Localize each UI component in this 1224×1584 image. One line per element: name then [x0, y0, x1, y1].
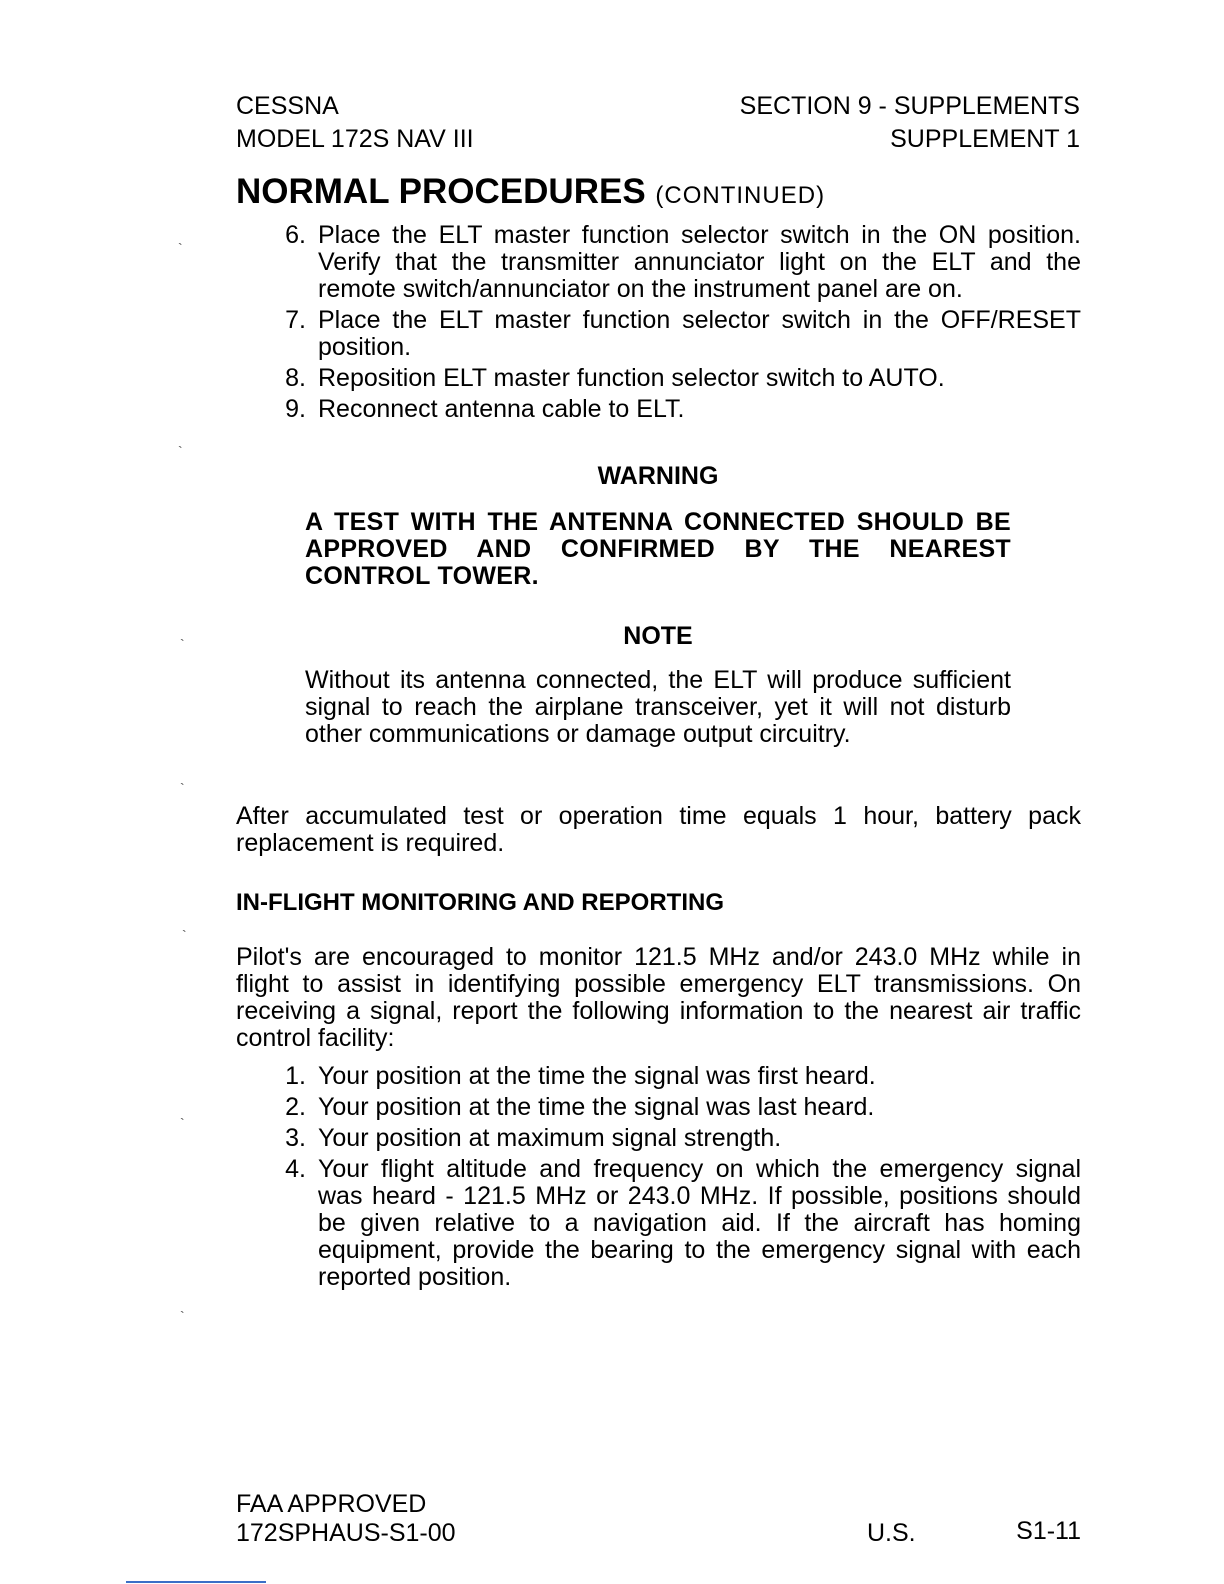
footer-region: U.S. [867, 1519, 916, 1547]
model: MODEL 172S NAV III [236, 125, 474, 153]
list-item [236, 307, 1081, 361]
item-text: Your position at maximum signal strength. [318, 1124, 782, 1152]
step-number: 6. [285, 221, 306, 249]
manufacturer: CESSNA [236, 92, 339, 120]
item-number: 3. [285, 1124, 306, 1152]
list-item [236, 365, 1081, 392]
margin-mark: ` [180, 1308, 185, 1324]
item-number: 4. [285, 1155, 306, 1183]
inflight-intro: Pilot's are encouraged to monitor 121.5 MHz and/or 243.0 MHz while in flight to assist in identifying possible emergency ELT transmissions. On receiving a signal, report the following information to the nearest air traffic control facility: [236, 943, 1081, 1052]
list-item [236, 222, 1081, 303]
item-text: Your position at the time the signal was first heard. [318, 1062, 876, 1090]
step-number: 8. [285, 364, 306, 392]
reporting-list [236, 1063, 1081, 1295]
header-right [740, 90, 1080, 156]
item-number: 1. [285, 1062, 306, 1090]
page-title-text: NORMAL PROCEDURES [236, 172, 646, 211]
header-left [236, 90, 474, 156]
item-text: Your flight altitude and frequency on which the emergency signal was heard - 121.5 MHz or 243.0 MHz. If possible, positions should be given relative to a navigation aid. If the aircraft has homing equipment, provide the bearing to the emergency signal with each reported position. [318, 1155, 1081, 1291]
procedure-steps [236, 222, 1081, 427]
note-heading: NOTE [623, 622, 693, 650]
section-label: SECTION 9 - SUPPLEMENTS [739, 92, 1080, 120]
note-text: Without its antenna connected, the ELT will produce sufficient signal to reach the airplane transceiver, yet it will not disturb other communications or damage output circuitry. [305, 666, 1011, 748]
list-item [236, 1094, 1081, 1121]
list-item [236, 396, 1081, 423]
step-text: Reconnect antenna cable to ELT. [318, 395, 685, 423]
item-number: 2. [285, 1093, 306, 1121]
step-text: Place the ELT master function selector switch in the OFF/RESET position. [318, 306, 1081, 361]
battery-paragraph: After accumulated test or operation time equals 1 hour, battery pack replacement is required. [236, 802, 1081, 857]
document-number: 172SPHAUS-S1-00 [236, 1519, 456, 1547]
footer-left [236, 1490, 456, 1548]
page-title-suffix: (CONTINUED) [655, 182, 826, 209]
list-item [236, 1063, 1081, 1090]
page-title [236, 170, 825, 218]
list-item [236, 1156, 1081, 1291]
warning-heading: WARNING [597, 462, 719, 490]
margin-mark: ` [178, 443, 183, 459]
list-item [236, 1125, 1081, 1152]
margin-mark: ` [180, 1115, 185, 1131]
margin-mark: ` [180, 636, 185, 652]
step-text: Reposition ELT master function selector switch to AUTO. [318, 364, 945, 392]
margin-mark: ` [180, 780, 185, 796]
supplement-label: SUPPLEMENT 1 [890, 125, 1080, 153]
faa-approval: FAA APPROVED [236, 1490, 427, 1518]
warning-text: A TEST WITH THE ANTENNA CONNECTED SHOULD BE APPROVED AND CONFIRMED BY THE NEAREST CONTROL TOWER. [305, 508, 1011, 590]
margin-mark: ` [178, 240, 183, 256]
inflight-heading: IN-FLIGHT MONITORING AND REPORTING [236, 889, 724, 916]
step-text: Place the ELT master function selector switch in the ON position. Verify that the transmitter annunciator light on the ELT and the remote switch/annunciator on the instrument panel are on. [318, 221, 1081, 303]
margin-mark: ` [182, 927, 187, 943]
page-number: S1-11 [1016, 1517, 1081, 1545]
item-text: Your position at the time the signal was last heard. [318, 1093, 875, 1121]
scan-edge-bar [126, 1581, 266, 1583]
step-number: 7. [285, 306, 306, 334]
step-number: 9. [285, 395, 306, 423]
